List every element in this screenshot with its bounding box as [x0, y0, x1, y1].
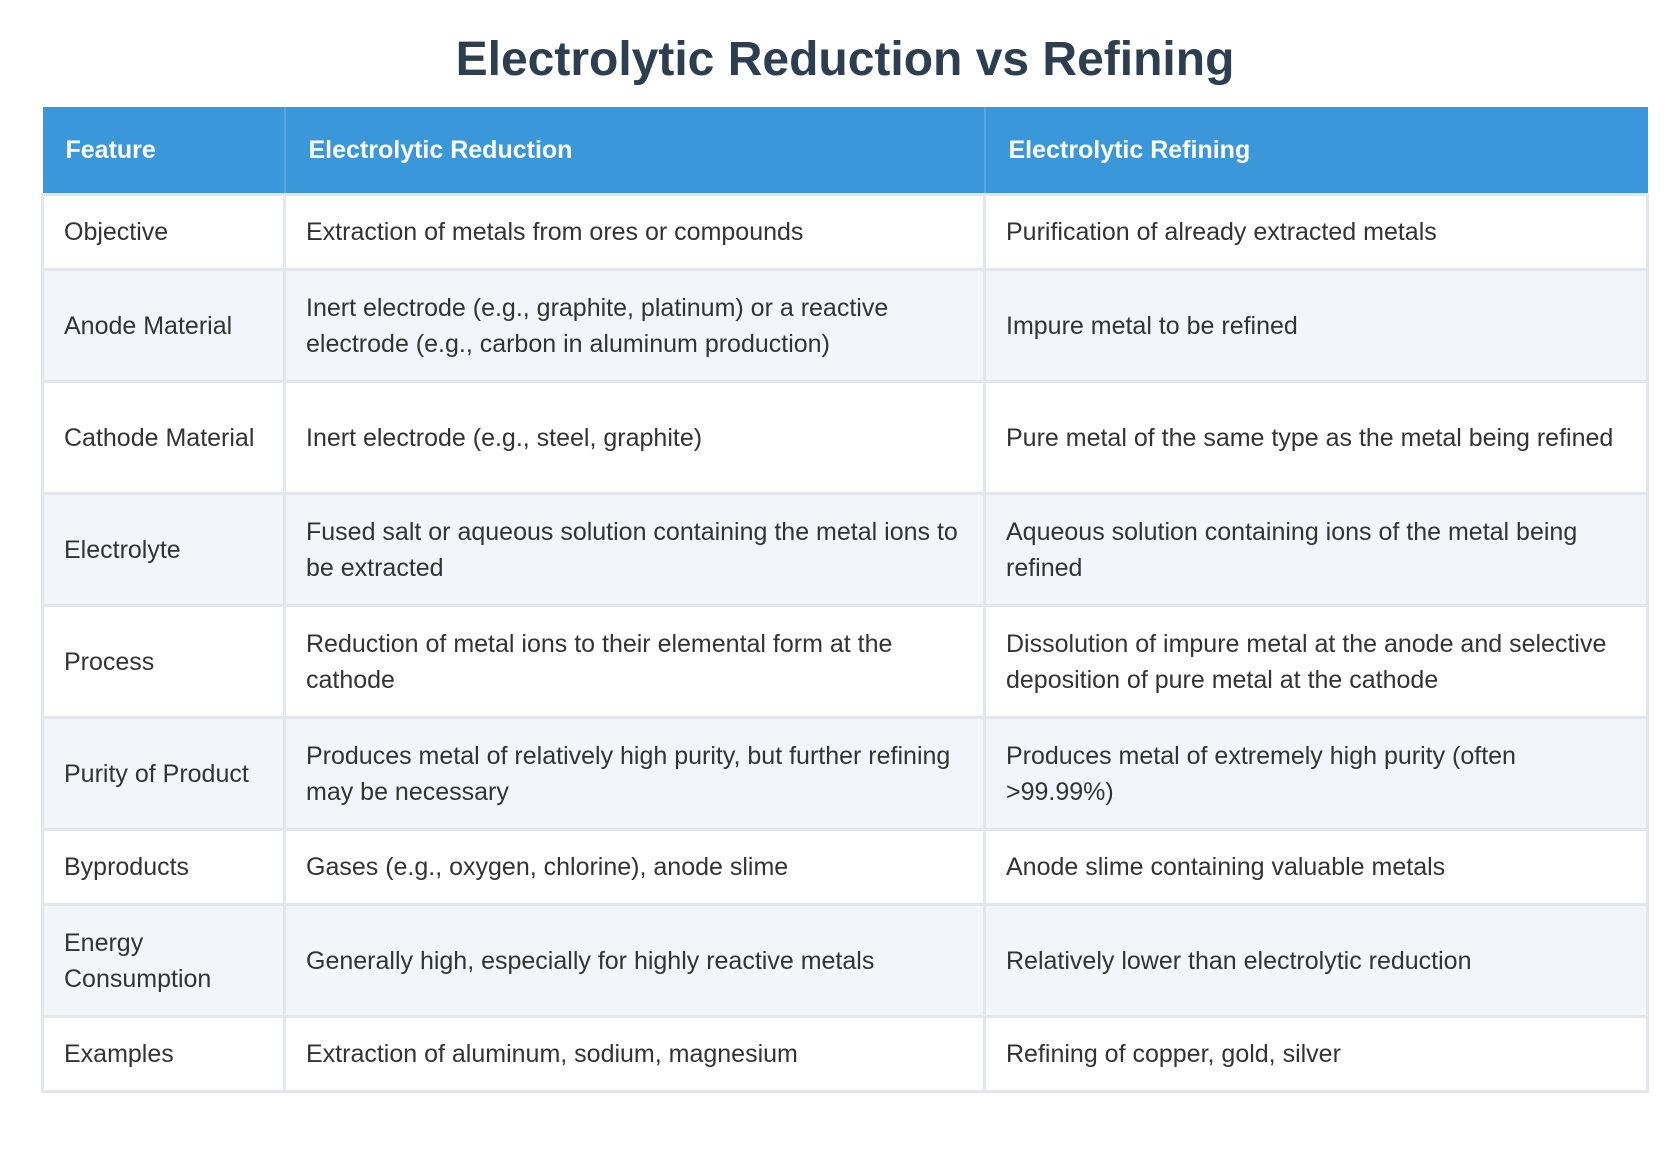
refining-cell: Pure metal of the same type as the metal being refined — [985, 382, 1648, 494]
header-electrolytic-reduction: Electrolytic Reduction — [285, 107, 985, 195]
refining-cell: Anode slime containing valuable metals — [985, 830, 1648, 905]
feature-cell: Objective — [43, 195, 285, 270]
feature-cell: Electrolyte — [43, 494, 285, 606]
feature-cell: Process — [43, 606, 285, 718]
table-row — [43, 195, 1648, 270]
feature-cell: Purity of Product — [43, 718, 285, 830]
table-row — [43, 494, 1648, 606]
table-row — [43, 606, 1648, 718]
table-row — [43, 718, 1648, 830]
refining-cell: Relatively lower than electrolytic reduction — [985, 905, 1648, 1017]
refining-cell: Impure metal to be refined — [985, 270, 1648, 382]
table-row — [43, 382, 1648, 494]
refining-cell: Produces metal of extremely high purity (often >99.99%) — [985, 718, 1648, 830]
reduction-cell: Inert electrode (e.g., steel, graphite) — [285, 382, 985, 494]
comparison-table — [41, 107, 1649, 1093]
reduction-cell: Reduction of metal ions to their elemental form at the cathode — [285, 606, 985, 718]
reduction-cell: Generally high, especially for highly reactive metals — [285, 905, 985, 1017]
table-header-row — [43, 107, 1648, 195]
refining-cell: Aqueous solution containing ions of the metal being refined — [985, 494, 1648, 606]
reduction-cell: Inert electrode (e.g., graphite, platinum) or a reactive electrode (e.g., carbon in aluminum production) — [285, 270, 985, 382]
refining-cell: Purification of already extracted metals — [985, 195, 1648, 270]
page-title: Electrolytic Reduction vs Refining — [455, 33, 1235, 86]
reduction-cell: Gases (e.g., oxygen, chlorine), anode slime — [285, 830, 985, 905]
feature-cell: Energy Consumption — [43, 905, 285, 1017]
reduction-cell: Extraction of metals from ores or compounds — [285, 195, 985, 270]
header-feature: Feature — [43, 107, 285, 195]
table-row — [43, 905, 1648, 1017]
refining-cell: Refining of copper, gold, silver — [985, 1017, 1648, 1092]
refining-cell: Dissolution of impure metal at the anode and selective deposition of pure metal at the cathode — [985, 606, 1648, 718]
table-row — [43, 830, 1648, 905]
feature-cell: Cathode Material — [43, 382, 285, 494]
feature-cell: Examples — [43, 1017, 285, 1092]
header-electrolytic-refining: Electrolytic Refining — [985, 107, 1648, 195]
reduction-cell: Extraction of aluminum, sodium, magnesium — [285, 1017, 985, 1092]
table-row — [43, 1017, 1648, 1092]
feature-cell: Anode Material — [43, 270, 285, 382]
table-row — [43, 270, 1648, 382]
feature-cell: Byproducts — [43, 830, 285, 905]
reduction-cell: Fused salt or aqueous solution containing the metal ions to be extracted — [285, 494, 985, 606]
reduction-cell: Produces metal of relatively high purity, but further refining may be necessary — [285, 718, 985, 830]
